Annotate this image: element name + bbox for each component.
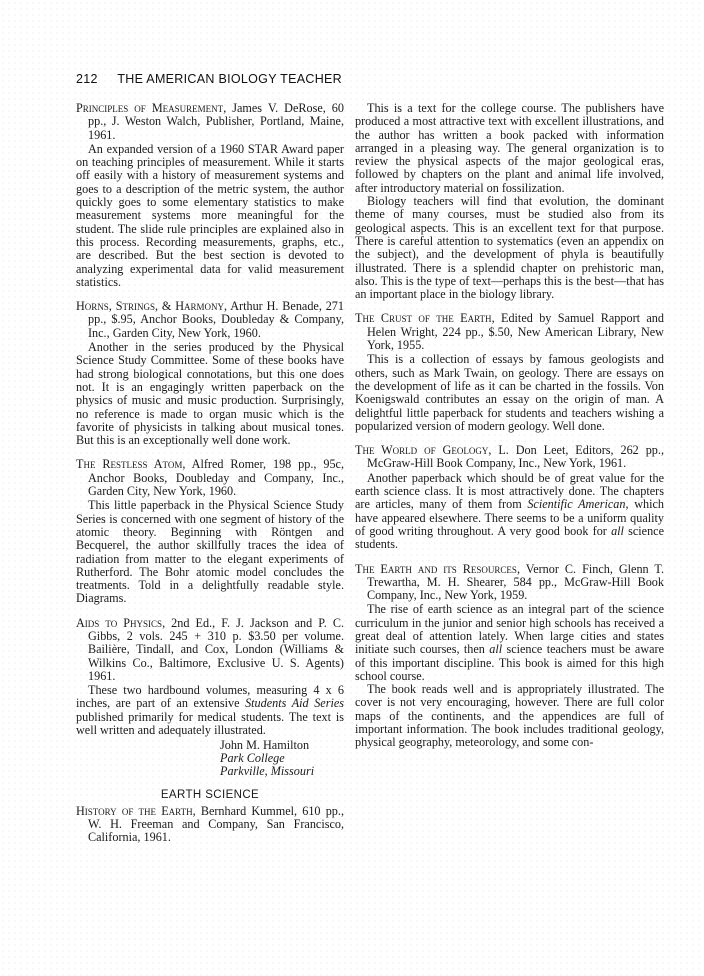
- review-body: Biology teachers will find that evolution, the dominant theme of many courses, must be studied also from its geological aspects. This is an excellent text for that purpose. There is careful attention to systematics (even an appendix on the subject), and the development of phyla is beautifully illustrated. There is a splendid chapter on prehistoric man, also. This is the type of text—perhaps this is the best—that has an important place in the biology library.: [355, 194, 664, 302]
- review-body: An expanded version of a 1960 STAR Award paper on teaching principles of measurement. While it starts off easily with a history of measurement systems and goes to a description of the metric system, the author quickly goes to some elementary statistics to make measurement systems more meaningful for the student. The slide rule principles are explained also in this process. Recording measurements, graphs, etc., are described. But the best section is devoted to analyzing experimental data for valid measurement statistics.: [76, 141, 344, 289]
- book-title: Horns, Strings, & Harmony: [76, 299, 225, 314]
- citation-details: , Arthur H. Benade, 271 pp., $.95, Anchor Books, Doubleday & Company, Inc., Garden City, New York, 1960.: [88, 299, 344, 340]
- book-title: Principles of Measurement: [76, 101, 224, 115]
- reviewer-institution: Park College: [220, 751, 285, 766]
- series-title: Students Aid Series: [245, 696, 344, 711]
- citation-details: , Bernhard Kummel, 610 pp., W. H. Freeman and Company, San Francisco, California, 1961.: [88, 803, 344, 845]
- reviewer-location: Parkville, Missouri: [220, 764, 315, 779]
- citation-details: , Alfred Romer, 198 pp., 95c, Anchor Books, Doubleday and Company, Inc., Garden City, New York, 1960.: [88, 457, 344, 499]
- review-body: This little paperback in the Physical Science Study Series is concerned with one segment of history of the atomic theory. Beginning with Röntgen and Becquerel, the author skillfully traces the idea of radiation from matter to the elegant experiments of Rutherford. The Bohr atomic model concludes the treatments. Told in a delightfully readable style. Diagrams.: [76, 498, 344, 606]
- review-citation: [76, 458, 344, 498]
- review-citation: [76, 617, 344, 683]
- book-title: History of the Earth: [76, 803, 193, 818]
- citation-details: , Edited by Samuel Rapport and Helen Wright, 224 pp., $.50, New American Library, New York, 1955.: [367, 311, 664, 353]
- review-body: This is a collection of essays by famous geologists and others, such as Mark Twain, on geology. There are essays on the development of life as it can be charted in the fossils. Von Koenigswald contributes an essay on the origin of man. A delightful little paperback for students and teachers wishing a popularized version of modern geology. Well done.: [355, 352, 664, 433]
- book-title: The Restless Atom: [76, 457, 183, 472]
- review-citation: [355, 444, 664, 471]
- book-title: Aids to Physics: [76, 615, 163, 630]
- right-column: [355, 102, 664, 750]
- review-body: The rise of earth science as an integral part of the science curriculum in the junior and senior high schools has received a great deal of attention lately. When large cities and states initiate such courses, then all science teachers must be aware of this important discipline. This book is aimed for this high school course.: [355, 602, 665, 683]
- emphasis: all: [611, 523, 624, 538]
- left-column: [76, 102, 344, 846]
- citation-details: , Vernor C. Finch, Glenn T. Trewartha, M. H. Shearer, 584 pp., McGraw-Hill Book Company, Inc., New York, 1959.: [367, 561, 665, 603]
- review-citation: [355, 563, 664, 603]
- review-body: Another in the series produced by the Physical Science Study Committee. Some of these books have had strong biological connotations, but this one does not. It is an engagingly written paperback on the physics of music and music production. Surprisingly, no reference is made to organ music which is the favorite of physicists in talking about musical tones. But this is an exceptionally well done work.: [76, 340, 344, 448]
- review-body: The book reads well and is appropriately illustrated. The cover is not very encouraging, however. There are full color maps of the continents, and the appendices are full of important information. The book includes traditional geology, physical geography, meteorology, and some con-: [355, 682, 664, 750]
- section-heading: EARTH SCIENCE: [160, 789, 260, 802]
- book-title: The Crust of the Earth: [355, 311, 492, 326]
- citation-details: , James V. DeRose, 60 pp., J. Weston Walch, Publisher, Portland, Maine, 1961.: [88, 101, 344, 142]
- journal-title: THE AMERICAN BIOLOGY TEACHER: [117, 72, 342, 86]
- reviewer-name: John M. Hamilton: [220, 738, 310, 753]
- review-body: These two hardbound volumes, measuring 4 x 6 inches, are part of an extensive Students Aid Series published primarily for medical students. The text is well written and adequately illustrated.: [76, 683, 344, 738]
- emphasis: all: [489, 642, 503, 657]
- review-citation: [76, 805, 344, 845]
- review-body: Another paperback which should be of great value for the earth science class. It is most attractively done. The chapters are articles, many of them from Scientific American, which have appeared elsewhere. There seems to be a uniform quality of good writing throughout. A very good book for all science students.: [355, 470, 664, 552]
- magazine-title: Scientific American: [527, 497, 626, 512]
- review-body: This is a text for the college course. The publishers have produced a most attractive text with excellent illustrations, and the author has written a book packed with information arranged in a pleasing way. The general organization is to review the physical aspects of the major geological eras, followed by chapters on the plant and animal life involved, after introductory material on fossilization.: [355, 101, 664, 195]
- book-title: The Earth and its Resources: [355, 561, 517, 576]
- book-title: The World of Geology: [355, 443, 489, 458]
- review-citation: [76, 102, 344, 142]
- citation-details: , L. Don Leet, Editors, 262 pp., McGraw-Hill Book Company, Inc., New York, 1961.: [367, 443, 664, 471]
- running-head: [76, 72, 342, 86]
- citation-details: , 2nd Ed., F. J. Jackson and P. C. Gibbs, 2 vols. 245 + 310 p. $3.50 per volume. Bailière, Tindall, and Cox, London (Williams & Wilkins Co., Baltimore, Exclusive U. S. Agents) 1961.: [88, 615, 344, 683]
- review-citation: [355, 312, 664, 352]
- review-citation: [76, 300, 344, 340]
- reviewer-signature: [220, 739, 344, 778]
- page-number: 212: [76, 72, 98, 86]
